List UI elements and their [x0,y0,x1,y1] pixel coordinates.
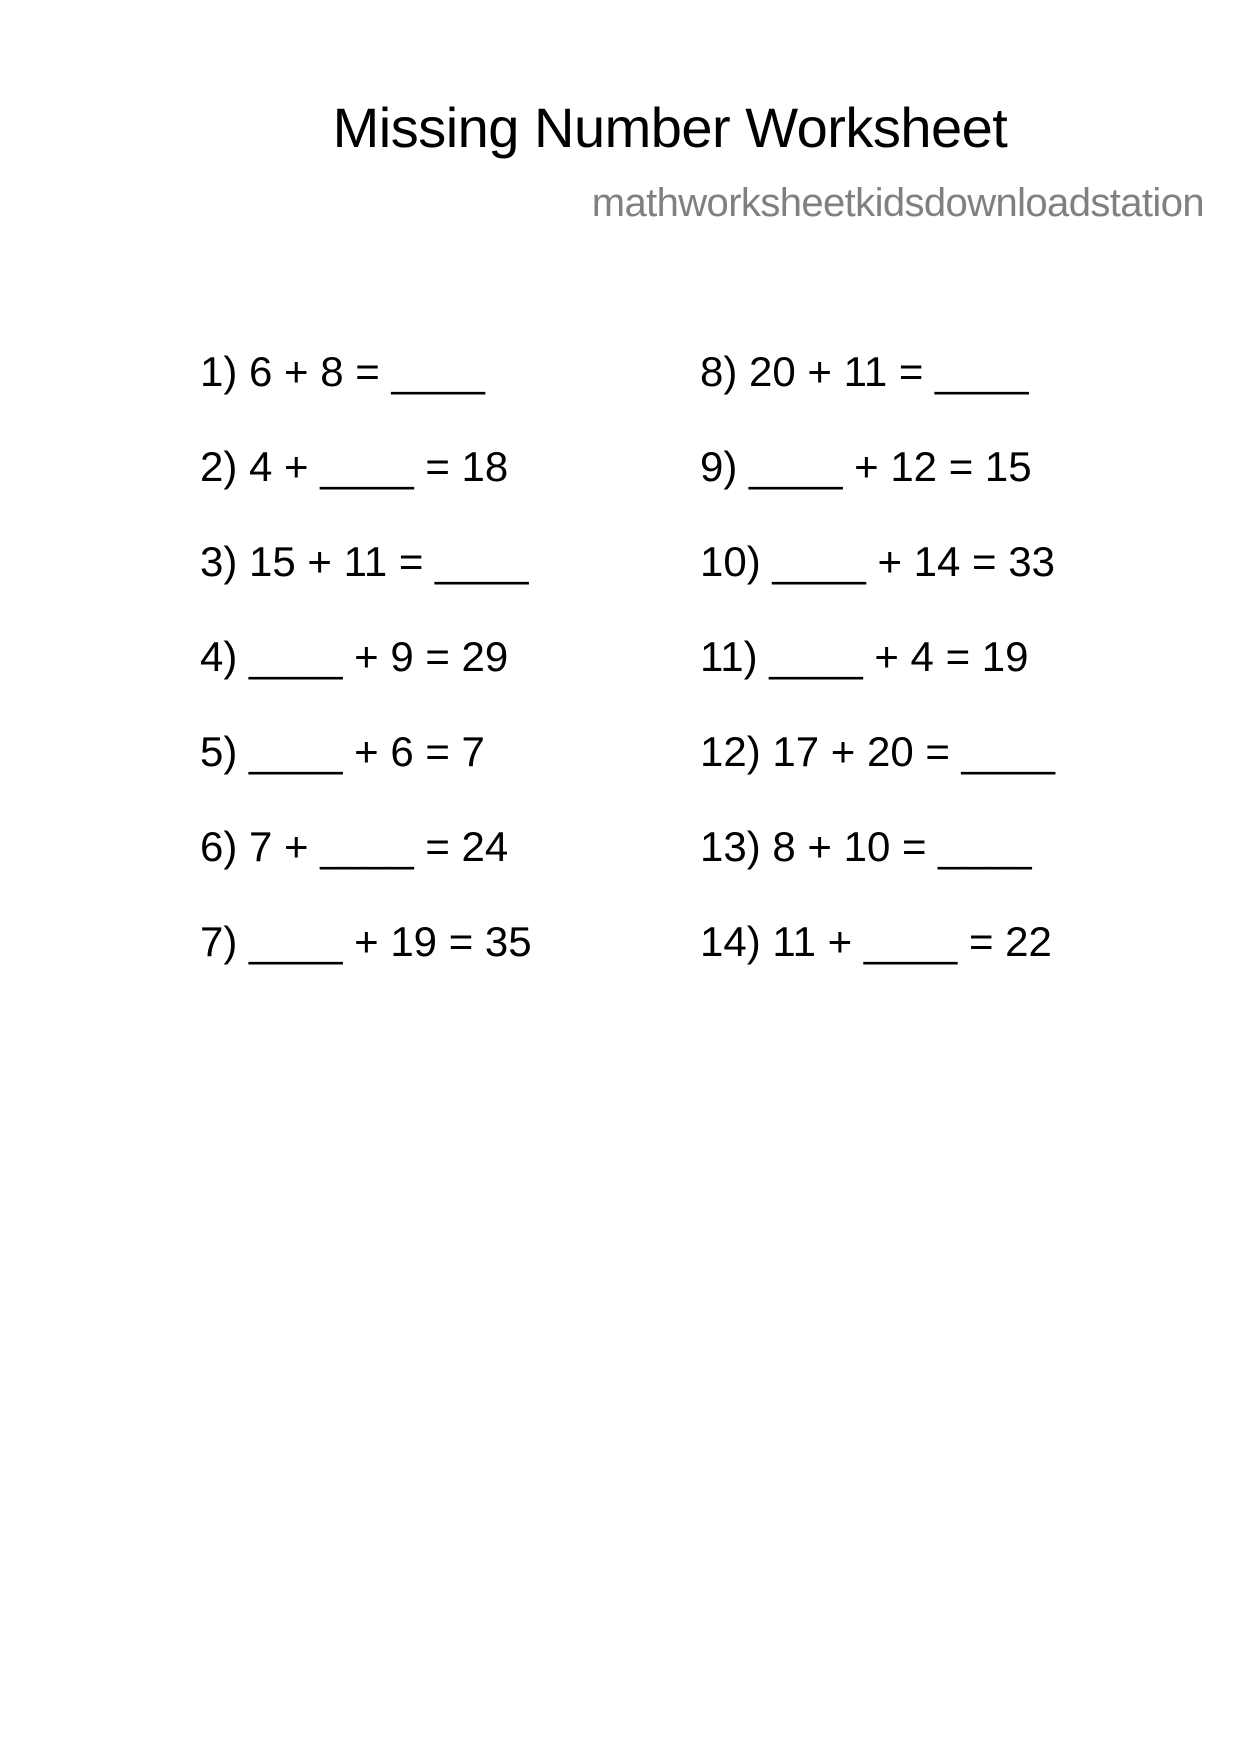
problem-2: 2) 4 + ____ = 18 [200,443,509,490]
problem-10: 10) ____ + 14 = 33 [700,538,1055,585]
page-title: Missing Number Worksheet [332,96,1008,159]
problem-14: 14) 11 + ____ = 22 [700,918,1052,965]
problem-3: 3) 15 + 11 = ____ [200,538,529,585]
source-watermark: mathworksheetkidsdownloadstation [591,181,1204,225]
problem-5: 5) ____ + 6 = 7 [200,728,485,775]
problem-13: 13) 8 + 10 = ____ [700,823,1032,870]
problem-4: 4) ____ + 9 = 29 [200,633,509,680]
problem-12: 12) 17 + 20 = ____ [700,728,1055,775]
problem-1: 1) 6 + 8 = ____ [200,348,485,395]
problem-8: 8) 20 + 11 = ____ [700,348,1029,395]
problems-column-right [700,348,1055,1013]
problems-column-left [200,348,532,1013]
problem-11: 11) ____ + 4 = 19 [700,633,1029,680]
problem-7: 7) ____ + 19 = 35 [200,918,532,965]
problem-9: 9) ____ + 12 = 15 [700,443,1032,490]
problem-6: 6) 7 + ____ = 24 [200,823,509,870]
